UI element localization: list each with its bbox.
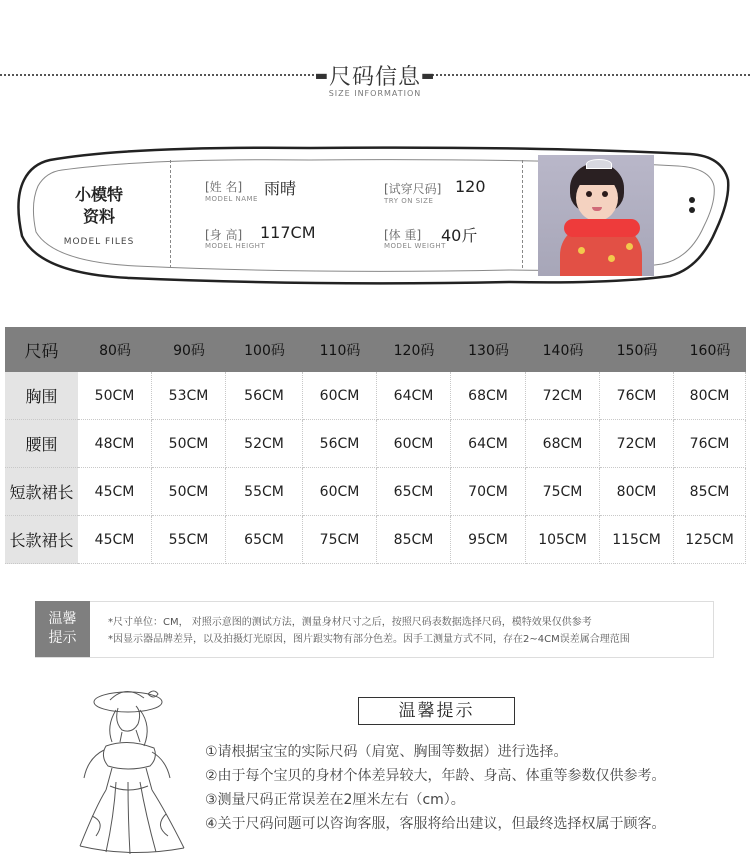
table-cell: 53CM (152, 372, 226, 420)
table-cell: 85CM (377, 516, 451, 564)
princess-sketch-illustration (66, 686, 196, 858)
table-cell: 45CM (78, 516, 152, 564)
model-heading-en: MODEL FILES (63, 237, 135, 247)
row-header: 腰围 (5, 420, 78, 468)
table-cell: 50CM (78, 372, 152, 420)
note-item: ③测量尺码正常误差在2厘米左右（cm）。 (205, 792, 465, 808)
table-cell: 80CM (674, 372, 746, 420)
header-cell: 80码 (78, 327, 152, 372)
table-cell: 52CM (226, 420, 303, 468)
table-cell: 85CM (674, 468, 746, 516)
header-cell: 120码 (377, 327, 451, 372)
model-heading-line1: 小模特 (74, 185, 123, 204)
tip-line-2: *因显示器品牌差异，以及拍摄灯光原因，图片跟实物有部分色差。因手工测量方式不同，存在2~4CM误差属合理范围 (108, 634, 630, 645)
title-text: 尺码信息 (328, 65, 421, 90)
height-value: 117CM (260, 223, 316, 242)
child-model-photo (538, 155, 654, 276)
header-cell: 90码 (152, 327, 226, 372)
table-cell: 50CM (152, 420, 226, 468)
model-heading-line2: 资料 (82, 207, 115, 226)
header-cell: 130码 (451, 327, 526, 372)
title-dash-right: ▬ (421, 68, 436, 84)
header-cell: 110码 (303, 327, 377, 372)
table-cell: 60CM (303, 372, 377, 420)
name-value: 雨晴 (264, 179, 297, 198)
table-cell: 56CM (226, 372, 303, 420)
table-cell: 68CM (526, 420, 600, 468)
table-cell: 75CM (526, 468, 600, 516)
note-item: ①请根据宝宝的实际尺码（肩宽、胸围等数据）进行选择。 (205, 744, 568, 760)
table-cell: 76CM (674, 420, 746, 468)
table-cell: 72CM (600, 420, 674, 468)
table-cell: 65CM (377, 468, 451, 516)
height-label-en: MODEL HEIGHT (205, 242, 266, 250)
section-title (0, 60, 750, 91)
table-cell: 115CM (600, 516, 674, 564)
weight-label-en: MODEL WEIGHT (384, 242, 446, 250)
table-cell: 55CM (226, 468, 303, 516)
header-cell: 100码 (226, 327, 303, 372)
table-cell: 95CM (451, 516, 526, 564)
table-cell: 55CM (152, 516, 226, 564)
height-label: [身 高] (205, 228, 243, 242)
header-cell: 140码 (526, 327, 600, 372)
table-row (5, 468, 746, 516)
size-table-header-row (5, 327, 746, 372)
table-cell: 65CM (226, 516, 303, 564)
header-cell: 160码 (674, 327, 746, 372)
table-cell: 76CM (600, 372, 674, 420)
table-cell: 80CM (600, 468, 674, 516)
size-table (5, 327, 746, 564)
tips-label (35, 601, 90, 657)
title-dash-left: ▬ (314, 68, 329, 84)
tips-label-line2: 提示 (48, 630, 77, 646)
trysize-label: [试穿尺码] (384, 182, 442, 196)
tips-label-line1: 温馨 (48, 611, 77, 627)
table-cell: 64CM (377, 372, 451, 420)
weight-value: 40斤 (441, 226, 478, 245)
notes-title: 温馨提示 (358, 697, 515, 725)
table-cell: 60CM (377, 420, 451, 468)
row-header: 长款裙长 (5, 516, 78, 564)
name-label-en: MODEL NAME (205, 195, 258, 203)
table-row (5, 516, 746, 564)
table-cell: 48CM (78, 420, 152, 468)
table-cell: 45CM (78, 468, 152, 516)
table-row (5, 420, 746, 468)
row-header: 短款裙长 (5, 468, 78, 516)
row-header: 胸围 (5, 372, 78, 420)
section-subtitle: SIZE INFORMATION (328, 89, 422, 98)
table-cell: 72CM (526, 372, 600, 420)
card-divider-2 (522, 160, 523, 268)
table-cell: 105CM (526, 516, 600, 564)
card-divider-1 (170, 160, 171, 268)
table-cell: 50CM (152, 468, 226, 516)
table-cell: 75CM (303, 516, 377, 564)
tip-line-1: *尺寸单位：CM， 对照示意图的测试方法，测量身材尺寸之后，按照尺码表数据选择尺码，模特效果仅供参考 (108, 617, 592, 628)
note-item: ②由于每个宝贝的身材个体差异较大，年龄、身高、体重等参数仅供参考。 (205, 768, 666, 784)
table-cell: 125CM (674, 516, 746, 564)
model-heading (62, 184, 136, 228)
header-cell: 尺码 (5, 327, 78, 372)
table-cell: 56CM (303, 420, 377, 468)
trysize-label-en: TRY ON SIZE (384, 197, 434, 205)
header-cell: 150码 (600, 327, 674, 372)
table-row (5, 372, 746, 420)
table-cell: 60CM (303, 468, 377, 516)
trysize-value: 120 (455, 177, 486, 196)
table-cell: 68CM (451, 372, 526, 420)
table-cell: 64CM (451, 420, 526, 468)
weight-label: [体 重] (384, 228, 422, 242)
table-cell: 70CM (451, 468, 526, 516)
note-item: ④关于尺码问题可以咨询客服，客服将给出建议，但最终选择权属于顾客。 (205, 816, 666, 832)
name-label: [姓 名] (205, 180, 243, 194)
